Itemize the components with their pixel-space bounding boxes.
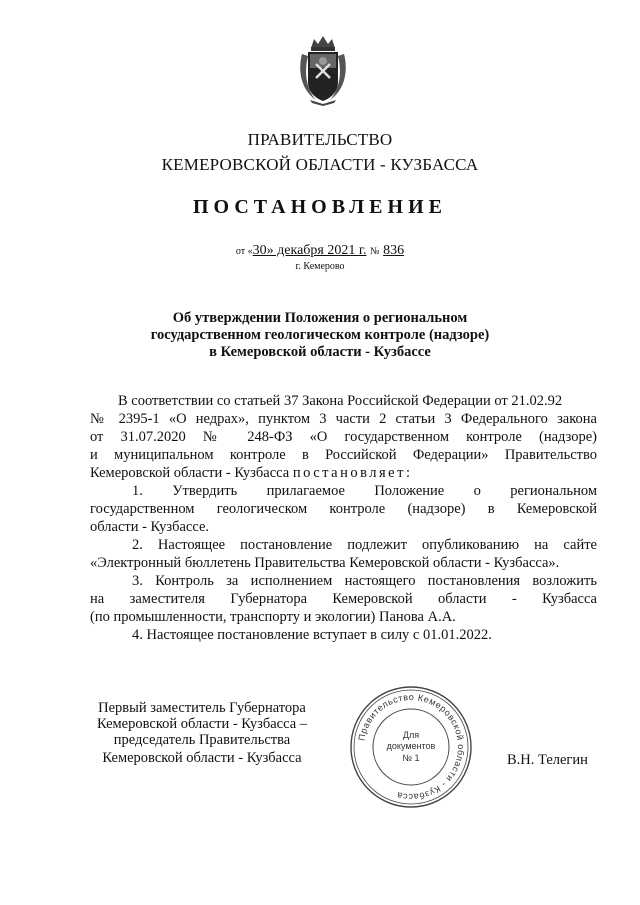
body-line: и муниципальном контроле в Российской Федерации» Правительство [90, 447, 597, 463]
subject-line-1: Об утверждении Положения о региональном [172, 310, 468, 326]
stamp-center-line: Для [402, 730, 420, 740]
document-number: 836 [383, 243, 405, 258]
body-line: 1. Утвердить прилагаемое Положение о региональном [132, 483, 597, 499]
coat-of-arms-emblem [296, 34, 350, 106]
signer-position-line: Кемеровской области - Кузбасса [102, 750, 302, 766]
stamp-ring-text: Правительство Кемеровской области - Кузбасса [356, 691, 467, 803]
signer-position-line: Первый заместитель Губернатора [98, 700, 306, 716]
stamp-center-line: документов [386, 741, 436, 751]
government-name-line2: КЕМЕРОВСКОЙ ОБЛАСТИ - КУЗБАССА [161, 155, 479, 174]
body-line: государственном геологическом контроле (надзоре) в Кемеровской [90, 501, 597, 517]
signer-position-line: председатель Правительства [113, 732, 291, 748]
signer-name: В.Н. Телегин [507, 752, 588, 768]
body-line: от 31.07.2020 № 248-ФЗ «О государственном контроле (надзоре) [90, 429, 597, 445]
date-prefix: от « [235, 246, 253, 257]
body-line [90, 464, 597, 482]
body-text: Кемеровской области - Кузбасса [90, 465, 290, 481]
body-line: «Электронный бюллетень Правительства Кемеровской области - Кузбасса». [90, 555, 560, 571]
stamp-center-line: № 1 [402, 753, 420, 763]
body-line: 4. Настоящее постановление вступает в силу с 01.01.2022. [132, 627, 492, 643]
body-line: (по промышленности, транспорту и экологии) Панова А.А. [90, 609, 456, 625]
number-prefix: № [370, 246, 380, 257]
date-number-line [0, 243, 640, 259]
official-stamp [348, 684, 474, 810]
date-day: 30 [252, 243, 267, 258]
body-line: на заместителя Губернатора Кемеровской области - Кузбасса [90, 591, 597, 607]
subject-line-3: в Кемеровской области - Кузбассе [209, 344, 431, 360]
signer-position-line: Кемеровской области - Кузбасса – [96, 716, 308, 732]
date-month-year: » декабря 2021 г. [266, 243, 367, 258]
city: г. Кемерово [295, 261, 345, 272]
body-line: области - Кузбассе. [90, 519, 210, 535]
subject-line-2: государственном геологическом контроле (надзоре) [150, 327, 490, 343]
body-line: № 2395-1 «О недрах», пунктом 3 части 2 статьи 3 Федерального закона [90, 411, 597, 427]
body-text-spaced: постановляет: [292, 465, 413, 481]
body-line: 3. Контроль за исполнением настоящего постановления возложить [132, 573, 597, 589]
government-name-line1: ПРАВИТЕЛЬСТВО [247, 130, 393, 149]
body-line: 2. Настоящее постановление подлежит опубликованию на сайте [132, 537, 597, 553]
document-title: ПОСТАНОВЛЕНИЕ [193, 196, 447, 218]
body-line: В соответствии со статьей 37 Закона Российской Федерации от 21.02.92 [118, 393, 563, 409]
